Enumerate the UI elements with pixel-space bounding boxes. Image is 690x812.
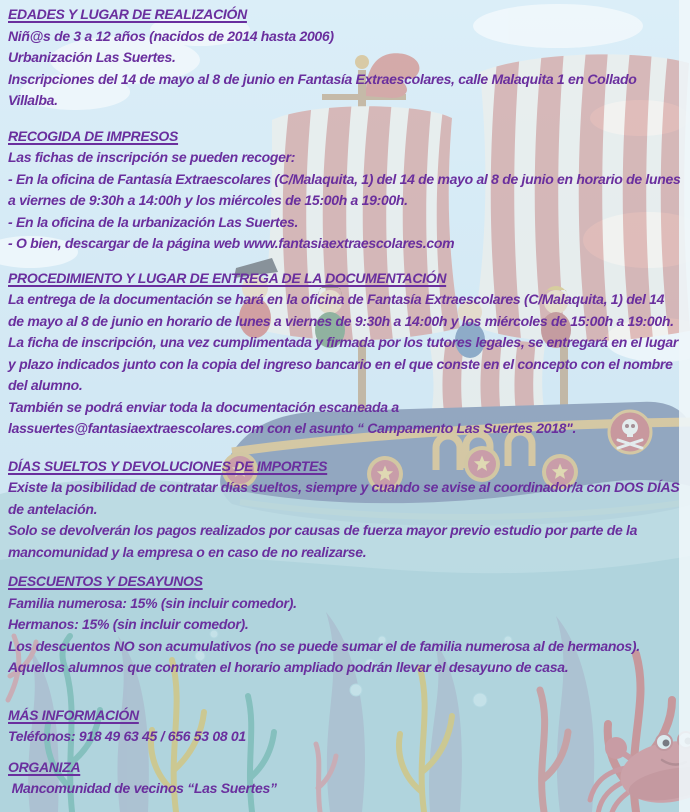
section-procedimiento-entrega [8,268,682,440]
intro-line: Las fichas de inscripción se pueden recoger: [8,149,296,165]
bullet-office: - En la oficina de Fantasía Extraescolares (C/Malaquita, 1) del 14 de mayo al 8 de junio en horario de lunes a viernes de 9:30h a 14:00h y los miércoles de 15:00h a 19:00h. [8,170,685,208]
breakfast-line: Aquellos alumnos que contraten el horario ampliado podrán llevar el desayuno de casa. [8,659,569,675]
section-heading: DÍAS SUELTOS Y DEVOLUCIONES DE IMPORTES [8,457,328,474]
section-mas-informacion [8,705,682,748]
delivery-paragraph: La entrega de la documentación se hará en la oficina de Fantasía Extraescolares (C/Malaquita, 1) del 14 de mayo al 8 de junio en horario de lunes a viernes de 9:30h a 14:00h y los miércoles de 15:00h a 19:00h. [8,291,674,329]
section-heading: MÁS INFORMACIÓN [8,706,139,723]
refunds-paragraph: Solo se devolverán los pagos realizados por causas de fuerza mayor previo estudio por parte de la mancomunidad y la empresa o en caso de no realizarse. [8,522,641,560]
bullet-website: - O bien, descargar de la página web www.fantasiaextraescolares.com [8,235,455,251]
section-dias-sueltos [8,456,682,564]
location-line: Urbanización Las Suertes. [8,49,176,65]
non-cumulative-line: Los descuentos NO son acumulativos (no se puede sumar el de familia numerosa al de hermanos). [8,637,640,654]
section-heading: EDADES Y LUGAR DE REALIZACIÓN [8,6,247,22]
siblings-discount-line: Hermanos: 15% (sin incluir comedor). [8,616,249,632]
ages-line: Niñ@s de 3 a 12 años (nacidos de 2014 hasta 2006) [8,27,334,44]
section-edades-y-lugar [8,4,682,112]
form-paragraph: La ficha de inscripción, una vez cumplimentada y firmada por los tutores legales, se entregará en el lugar y plazo indicados junto con la copia del ingreso bancario en el que conste en el concepto con el nombre del alumno. [8,334,682,393]
email-intro-line: También se podrá enviar toda la documentación escaneada a [8,398,399,415]
section-heading: ORGANIZA [8,758,81,775]
section-descuentos-desayunos [8,571,682,679]
section-organiza [8,757,682,800]
single-days-paragraph: Existe la posibilidad de contratar días sueltos, siempre y cuando se avise al coordinador/a con DOS DÍAS de antelación. [8,479,683,517]
section-heading: DESCUENTOS Y DESAYUNOS [8,573,203,589]
section-recogida-impresos [8,126,685,255]
bullet-urbanizacion: - En la oficina de la urbanización Las Suertes. [8,213,299,230]
section-heading: PROCEDIMIENTO Y LUGAR DE ENTREGA DE LA DOCUMENTACIÓN [8,269,447,286]
large-family-discount-line: Familia numerosa: 15% (sin incluir comedor). [8,594,297,611]
inscription-period-line: Inscripciones del 14 de mayo al 8 de junio en Fantasía Extraescolares, calle Malaquita 1 en Collado Villalba. [8,70,641,108]
email-address-line: lassuertes@fantasiaextraescolares.com con el asunto “ Campamento Las Suertes 2018". [8,420,577,436]
section-heading: RECOGIDA DE IMPRESOS [8,127,179,144]
organizer-name-line: Mancomunidad de vecinos “Las Suertes” [8,780,277,796]
phone-numbers-line: Teléfonos: 918 49 63 45 / 656 53 08 01 [8,728,246,744]
